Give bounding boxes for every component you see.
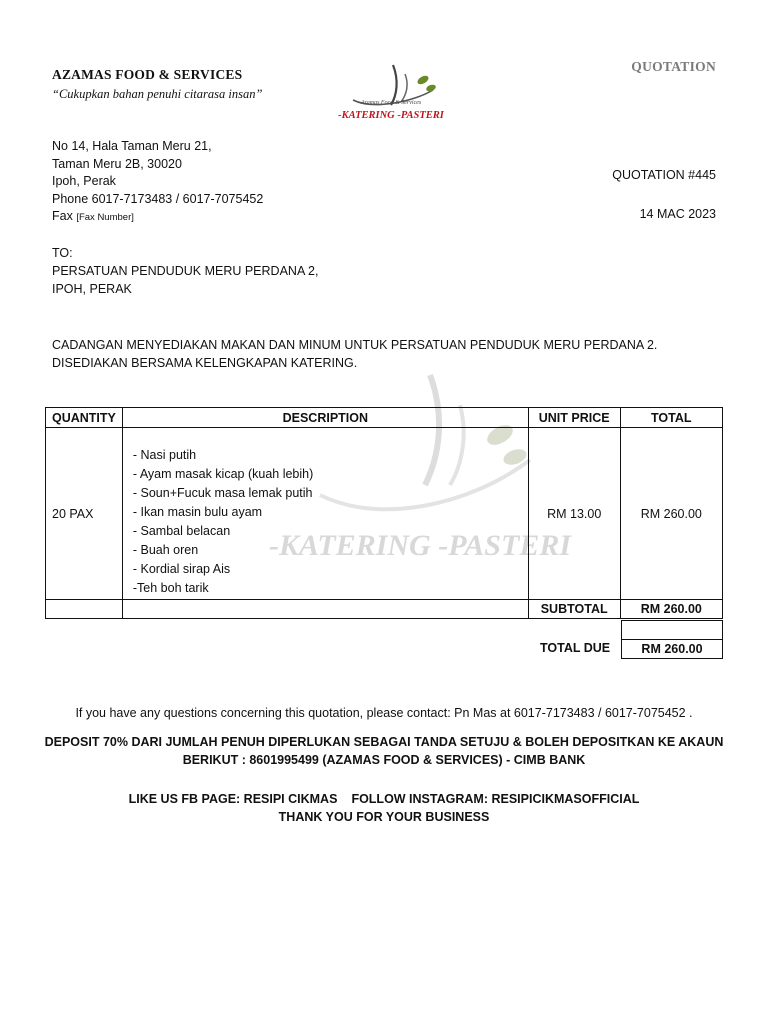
quotation-number: QUOTATION #445 [612,168,716,182]
subtotal-value: RM 260.00 [620,600,722,619]
quotation-date: 14 MAC 2023 [639,207,716,221]
row-description [122,428,528,600]
header-quantity: QUANTITY [46,408,123,428]
fax-value: [Fax Number] [76,212,134,223]
deposit-line: DEPOSIT 70% DARI JUMLAH PENUH DIPERLUKAN SEBAGAI TANDA SETUJU & BOLEH DEPOSITKAN KE AKAUN [44,735,724,749]
row-total: RM 260.00 [620,428,722,600]
company-logo [333,60,453,130]
table-row [46,428,723,600]
deposit-line: BERIKUT : 8601995499 (AZAMAS FOOD & SERVICES) - CIMB BANK [182,753,586,767]
quotation-table [45,407,723,619]
company-name: AZAMAS FOOD & SERVICES [52,67,243,82]
list-item: - Soun+Fucuk masa lemak putih [132,486,313,500]
intro-line: CADANGAN MENYEDIAKAN MAKAN DAN MINUM UNTUK PERSATUAN PENDUDUK MERU PERDANA 2. [52,338,658,352]
sender-address [52,138,263,227]
logo-brand-text: -KATERING -PASTERI [338,110,444,121]
instagram-text: FOLLOW INSTAGRAM: RESIPICIKMASOFFICIAL [351,792,640,806]
watermark-brand-text: -KATERING -PASTERI [268,529,572,562]
table-header-row [46,408,723,428]
header-total: TOTAL [620,408,722,428]
facebook-text: LIKE US FB PAGE: RESIPI CIKMAS [128,792,338,806]
list-item: - Buah oren [132,543,199,557]
total-box-spacer [622,621,722,640]
list-item: - Nasi putih [132,448,197,462]
fax-label: Fax [52,209,73,223]
social-line [0,790,768,808]
address-line: Ipoh, Perak [52,174,116,188]
total-due-value: RM 260.00 [641,642,703,656]
recipient-line: PERSATUAN PENDUDUK MERU PERDANA 2, [52,264,319,278]
fax-line [52,208,263,227]
contact-note: If you have any questions concerning this quotation, please contact: Pn Mas at 6017-7173483 / 6017-7075452 . [75,706,693,720]
thank-you-text: THANK YOU FOR YOUR BUSINESS [278,810,490,824]
empty-cell [122,600,528,619]
list-item: - Ayam masak kicap (kuah lebih) [132,467,314,481]
document-title: QUOTATION [631,59,716,74]
list-item: - Ikan masin bulu ayam [132,505,263,519]
list-item: -Teh boh tarik [132,581,209,595]
list-item: - Sambal belacan [132,524,231,538]
phone-line: Phone 6017-7173483 / 6017-7075452 [52,191,264,206]
logo-sub-text: Azamas Food & Services [360,100,422,106]
total-due-box [621,620,723,659]
subtotal-row [46,600,723,619]
recipient-block [52,244,319,298]
subtotal-label: SUBTOTAL [528,600,620,619]
company-slogan: “Cukupkan bahan penuhi citarasa insan” [52,87,263,101]
header-description: DESCRIPTION [122,408,528,428]
empty-cell [46,600,123,619]
recipient-line: IPOH, PERAK [52,282,132,296]
row-unit-price: RM 13.00 [528,428,620,600]
deposit-note [0,733,768,769]
intro-line: DISEDIAKAN BERSAMA KELENGKAPAN KATERING. [52,356,358,370]
menu-items-list [123,428,528,598]
list-item: - Kordial sirap Ais [132,562,231,576]
row-quantity: 20 PAX [46,428,123,600]
to-label: TO: [52,246,73,260]
social-block [0,790,768,826]
address-line: Taman Meru 2B, 30020 [52,156,182,171]
address-line: No 14, Hala Taman Meru 21, [52,139,212,153]
total-due-label: TOTAL DUE [540,641,611,655]
header-unit-price: UNIT PRICE [528,408,620,428]
